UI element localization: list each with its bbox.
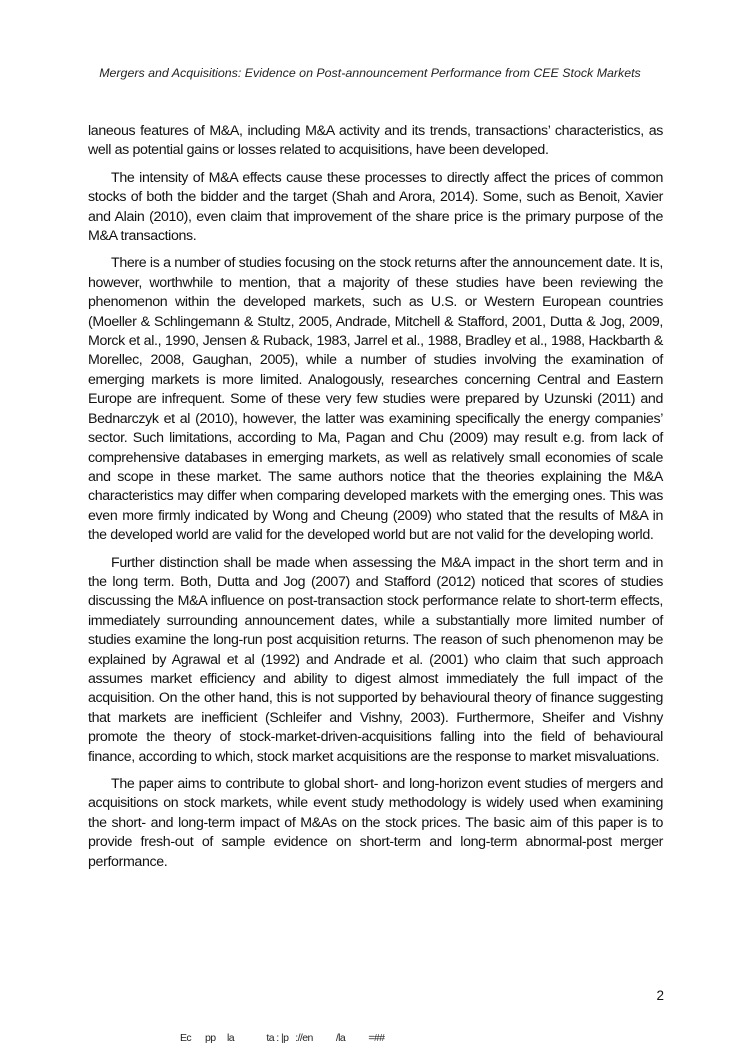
paragraph-3: There is a number of studies focusing on the stock returns after the announcement date. It is, however, worthwhile to mention, that a majority of these studies have been reviewing the phenomenon within the developed markets, such as U.S. or Western European countries (Moeller & Schlingemann & Stultz, 2005, Andrade, Mitchell & Stafford, 2001, Dutta & Jog, 2009, Morck et al., 1990, Jensen & Ruback, 1983, Jarrel et al., 1988, Bradley et al., 1988, Hackbarth & Morellec, 2008, Gaughan, 2005), while a number of studies involving the examination of emerging markets is more limited. Analogously, researches concerning Central and Eastern Europe are infrequent. Some of these very few studies were prepared by Uzunski (2011) and Bednarczyk et al (2010), however, the latter was examining specifically the energy companies’ sector. Such limitations, according to Ma, Pagan and Chu (2009) may result e.g. from lack of comprehensive databases in emerging markets, as well as relatively small economies of scale and scope in these market. The same authors notice that the theories explaining the M&A characteristics may differ when comparing developed markets with the emerging ones. This was even more firmly indicated by Wong and Cheung (2009) who stated that the results of M&A in the developed world are valid for the developed world but are not valid for the developing world.: [88, 255, 663, 544]
footer-url-text: Ec pp la ta : |p ://en /la =##: [180, 1032, 385, 1044]
paragraph-4: Further distinction shall be made when assessing the M&A impact in the short term and in the long term. Both, Dutta and Jog (2007) and Stafford (2012) noticed that scores of studies discussing the M&A influence on post-transaction stock performance relate to short-term effects, immediately surrounding announcement dates, while a substantially more limited number of studies examine the long-run post acquisition returns. The reason of such phenomenon may be explained by Agrawal et al (1992) and Andrade et al. (2001) who claim that such approach assumes market efficiency and ability to digest almost immediately the full impact of the acquisition. On the other hand, this is not supported by behavioural theory of finance suggesting that markets are inefficient (Schleifer and Vishny, 2003). Furthermore, Sheifer and Vishny promote the theory of stock-market-driven-acquisitions falling into the field of behavioural finance, according to which, stock market acquisitions are the response to market misvaluations.: [88, 554, 663, 765]
body-text: [88, 122, 663, 880]
paragraph-1: laneous features of M&A, including M&A activity and its trends, transactions’ characteristics, as well as potential gains or losses related to acquisitions, have been developed.: [88, 123, 663, 159]
paragraph-5: The paper aims to contribute to global short- and long-horizon event studies of mergers and acquisitions on stock markets, while event study methodology is widely used when examining the short- and long-term impact of M&As on the stock prices. The basic aim of this paper is to provide fresh-out of sample evidence on short-term and long-term abnormal-post merger performance.: [88, 776, 663, 870]
paragraph-2: The intensity of M&A effects cause these processes to directly affect the prices of common stocks of both the bidder and the target (Shah and Arora, 2014). Some, such as Benoit, Xavier and Alain (2010), even claim that improvement of the share price is the primary purpose of the M&A transactions.: [88, 169, 663, 245]
running-header: Mergers and Acquisitions: Evidence on Post-announcement Performance from CEE Stock Markets: [99, 66, 641, 80]
page-number: 2: [656, 988, 664, 1003]
